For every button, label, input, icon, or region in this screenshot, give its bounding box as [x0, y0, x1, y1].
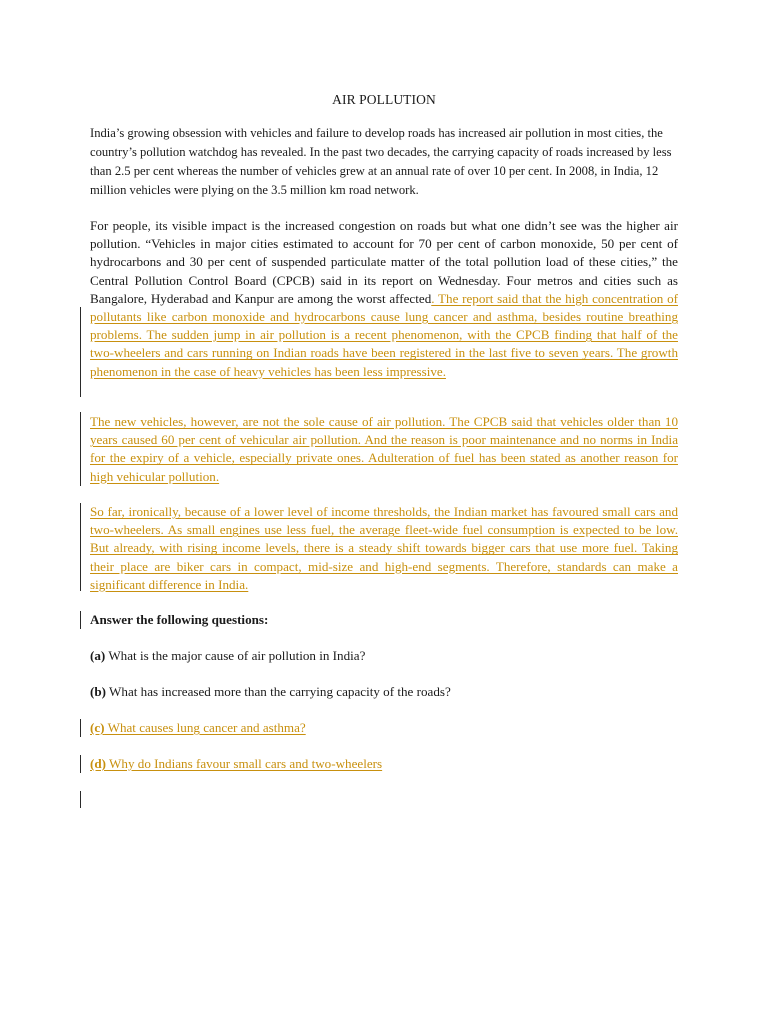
question-b — [90, 684, 451, 700]
paragraph-small-cars: So far, ironically, because of a lower level of income thresholds, the Indian market has favoured small cars and two-wheelers. As small engines use less fuel, the average fleet-wide fuel consumption is expected to be low. But already, with rising income levels, there is a steady shift towards bigger cars that use more fuel. Taking their place are biker cars in compact, mid-size and high-end segments. Therefore, standards can make a significant difference in India. — [90, 504, 678, 592]
question-a — [90, 648, 365, 664]
change-bar-heading — [80, 611, 81, 629]
question-c-text: What causes lung cancer and asthma? — [104, 720, 306, 735]
question-d-label: (d) — [90, 756, 107, 771]
document-title: AIR POLLUTION — [332, 92, 436, 107]
question-a-text: What is the major cause of air pollution in India? — [105, 648, 366, 663]
paragraph-impact-text: For people, its visible impact is the increased congestion on roads but what one didn’t see was the higher air pollution. “Vehicles in major cities estimated to account for 70 per cent of carbon monoxide, 50 per cent of hydrocarbons and 30 per cent of suspended particulate matter of the total pollution load of these cities,” the Central Pollution Control Board (CPCB) said in its report on Wednesday. Four metros and cities such as Bangalore, Hyderabad and Kanpur are among the worst affected — [90, 218, 678, 306]
change-bar-qc — [80, 719, 81, 737]
question-b-text: What has increased more than the carrying capacity of the roads? — [106, 684, 451, 699]
questions-heading: Answer the following questions: — [90, 612, 269, 627]
question-c — [90, 720, 306, 736]
change-bar-p2 — [80, 307, 81, 397]
change-bar-p4 — [80, 503, 81, 591]
paragraph-impact-tracked: . The report said that the high concentration of pollutants like carbon monoxide and hydrocarbons cause lung cancer and asthma, besides routine breathing problems. The sudden jump in air pollution is a recent phenomenon, with the CPCB finding that half of the two-wheelers and cars running on Indian roads have been registered in the last five to seven years. The growth phenomenon in the case of heavy vehicles has been less impressive. — [90, 290, 678, 379]
paragraph-impact — [90, 217, 678, 381]
question-a-label: (a) — [90, 648, 106, 663]
paragraph-intro: India’s growing obsession with vehicles and failure to develop roads has increased air pollution in most cities, the country’s pollution watchdog has revealed. In the past two decades, the carrying capacity of roads increased by less than 2.5 per cent whereas the number of vehicles grew at an annual rate of over 10 per cent. In 2008, in India, 12 million vehicles were plying on the 3.5 million km road network. — [90, 126, 672, 197]
question-c-label: (c) — [90, 720, 105, 735]
change-bar-p3 — [80, 412, 81, 486]
change-bar-cursor — [80, 791, 81, 808]
question-d-text: Why do Indians favour small cars and two-wheelers — [106, 756, 383, 771]
change-bar-qd — [80, 755, 81, 773]
paragraph-old-vehicles: The new vehicles, however, are not the sole cause of air pollution. The CPCB said that vehicles older than 10 years caused 60 per cent of vehicular air pollution. And the reason is poor maintenance and no norms in India for the expiry of a vehicle, especially private ones. Adulteration of fuel has been stated as another reason for high vehicular pollution. — [90, 414, 678, 484]
question-b-label: (b) — [90, 684, 107, 699]
question-d — [90, 756, 382, 772]
